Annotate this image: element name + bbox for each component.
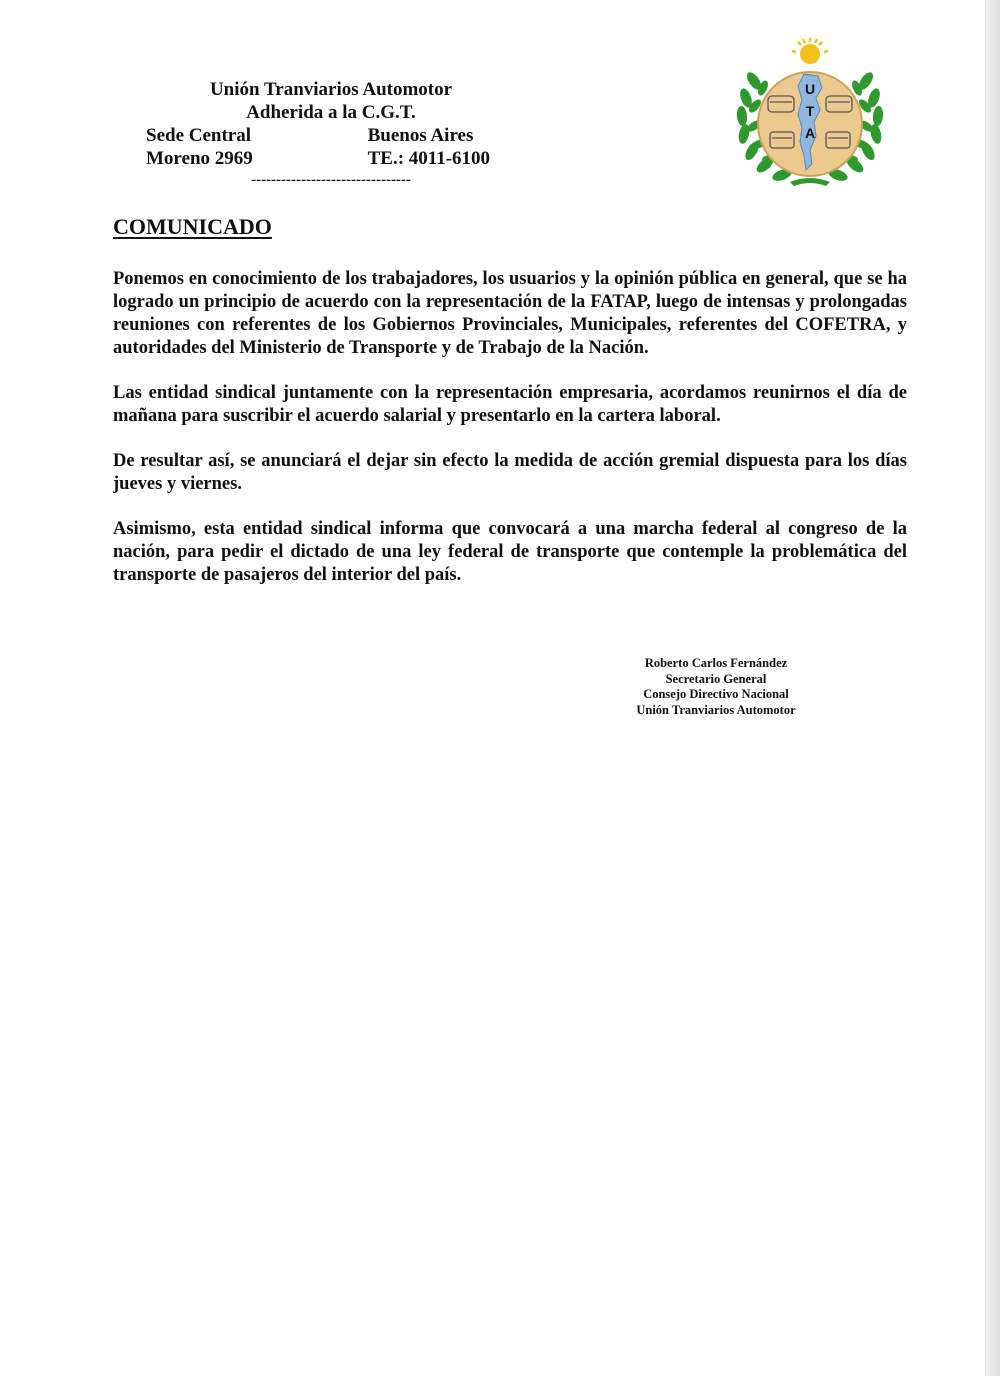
org-name: Unión Tranviarios Automotor bbox=[209, 79, 453, 100]
signature-block bbox=[616, 656, 816, 718]
logo-letter-t: T bbox=[805, 103, 815, 119]
phone: TE.: 4011-6100 bbox=[367, 148, 491, 169]
paragraph-4: Asimismo, esta entidad sindical informa que convocará a una marcha federal al congreso de la nación, para pedir el dictado de una ley federal de transporte que contemple la problemática del transporte de pasajeros del interior del país. bbox=[113, 519, 907, 585]
logo-letter-u: U bbox=[804, 81, 816, 97]
uta-emblem-laurel-sun-icon bbox=[730, 36, 890, 192]
affiliation: Adherida a la C.G.T. bbox=[246, 102, 416, 123]
city: Buenos Aires bbox=[367, 125, 474, 146]
uta-logo bbox=[730, 36, 890, 192]
logo-letter-a: A bbox=[804, 125, 816, 141]
signatory-org: Unión Tranviarios Automotor bbox=[636, 702, 796, 717]
paragraph-3: De resultar así, se anunciará el dejar sin efecto la medida de acción gremial dispuesta para los días jueves y viernes. bbox=[113, 451, 907, 494]
signatory-role: Secretario General bbox=[665, 671, 767, 686]
signatory-name: Roberto Carlos Fernández bbox=[644, 656, 788, 670]
paragraph-2: Las entidad sindical juntamente con la representación empresaria, acordamos reunirnos el día de mañana para suscribir el acuerdo salarial y presentarlo en la cartera laboral. bbox=[113, 383, 907, 426]
address-row bbox=[146, 147, 516, 170]
office-row bbox=[146, 124, 516, 147]
document-body bbox=[113, 268, 907, 609]
document-heading: COMUNICADO bbox=[113, 214, 272, 239]
page-edge bbox=[985, 0, 1000, 1376]
sun-icon bbox=[792, 38, 828, 64]
paragraph-1: Ponemos en conocimiento de los trabajadores, los usuarios y la opinión pública en general, que se ha logrado un principio de acuerdo con la representación de la FATAP, luego de intensas y prolongadas reuniones con referentes de los Gobiernos Provinciales, Municipales, referentes del COFETRA, y autoridades del Ministerio de Transporte y de Trabajo de la Nación. bbox=[113, 269, 907, 358]
office-label: Sede Central bbox=[146, 125, 252, 146]
signatory-body: Consejo Directivo Nacional bbox=[643, 687, 789, 701]
letterhead-divider: -------------------------------- bbox=[251, 172, 411, 188]
address: Moreno 2969 bbox=[146, 148, 253, 169]
letterhead bbox=[146, 78, 516, 190]
